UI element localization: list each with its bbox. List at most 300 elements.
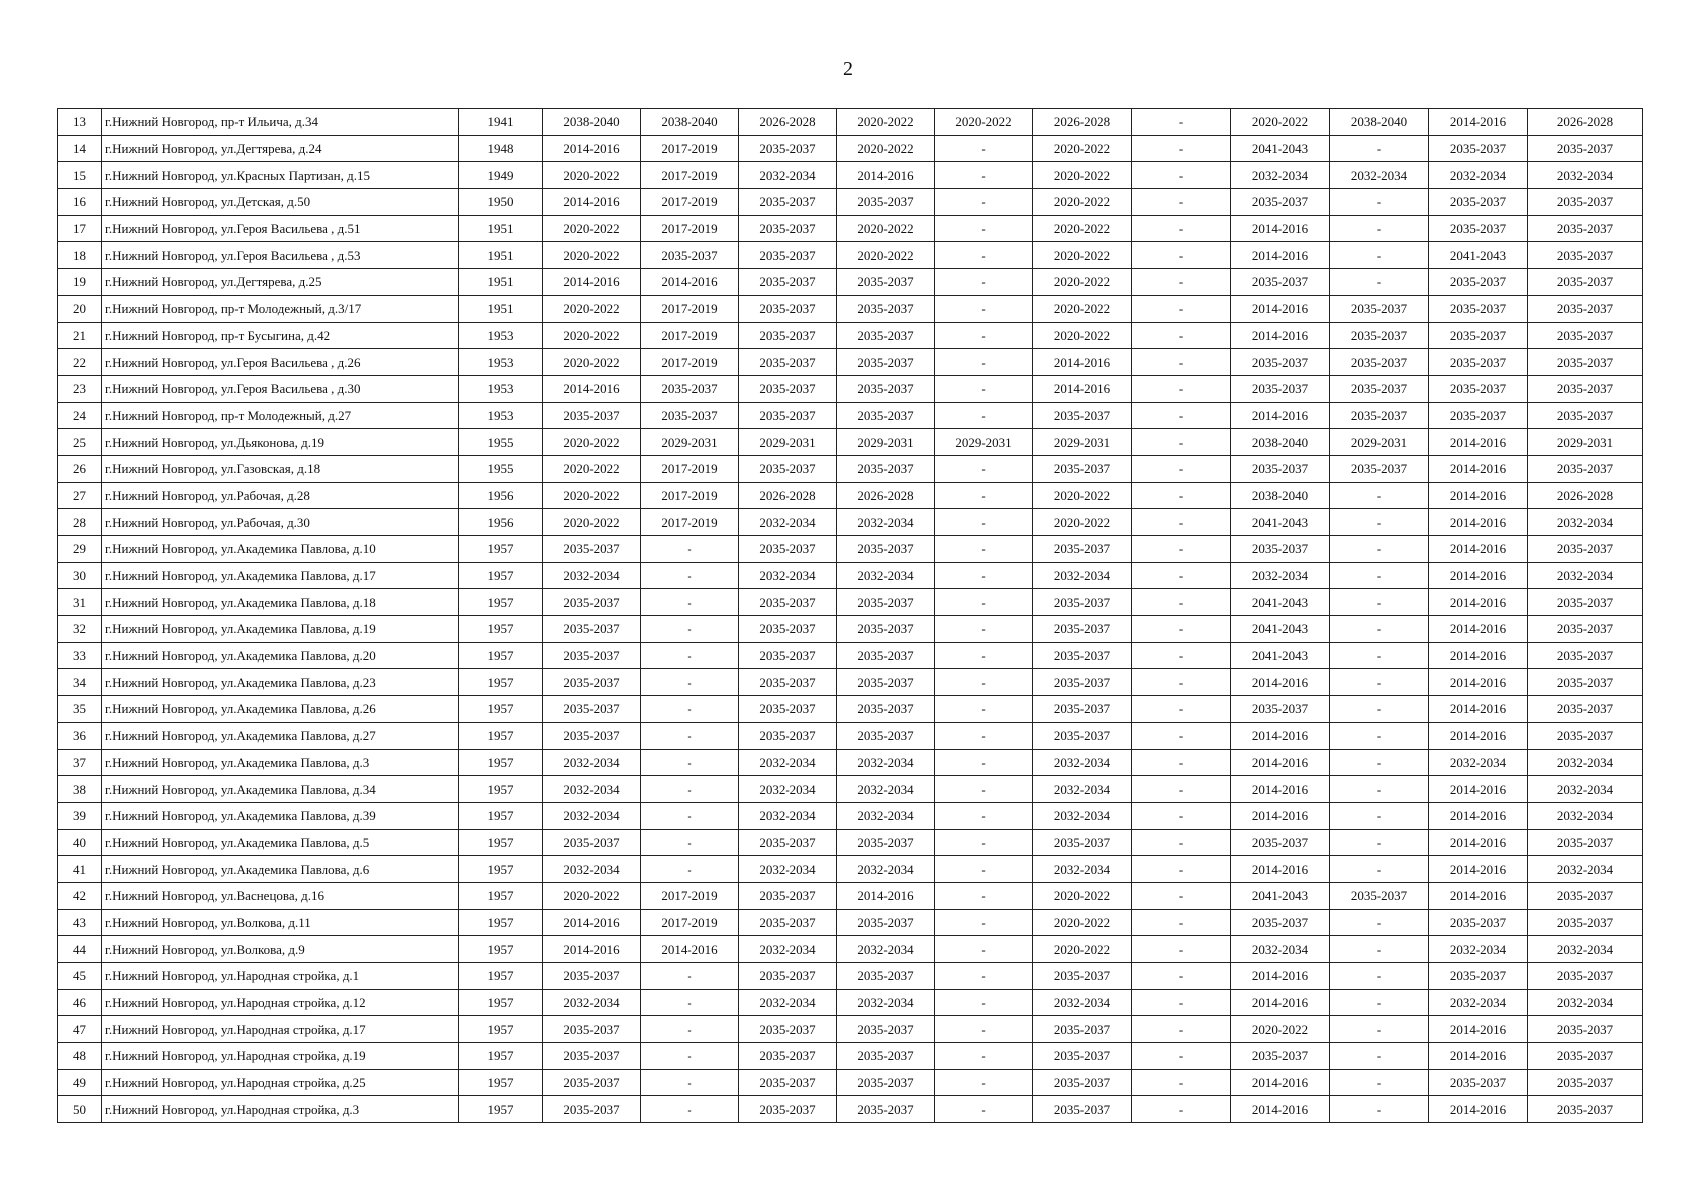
period-cell: - (935, 1043, 1033, 1070)
table-row (58, 536, 1643, 563)
period-cell: 2035-2037 (1033, 536, 1132, 563)
table-row (58, 963, 1643, 990)
period-cell: 2032-2034 (1429, 989, 1528, 1016)
period-cell: 2032-2034 (1231, 562, 1330, 589)
period-cell: 2035-2037 (1528, 135, 1643, 162)
period-cell: - (1132, 776, 1231, 803)
period-cell: 2014-2016 (1429, 776, 1528, 803)
table-row (58, 269, 1643, 296)
period-cell: - (641, 536, 739, 563)
period-cell: 2017-2019 (641, 882, 739, 909)
period-cell: 2032-2034 (837, 749, 935, 776)
period-cell: 2041-2043 (1231, 589, 1330, 616)
period-cell: - (641, 1096, 739, 1123)
period-cell: 2035-2037 (1429, 375, 1528, 402)
period-cell: 2041-2043 (1231, 882, 1330, 909)
period-cell: - (641, 669, 739, 696)
period-cell: - (641, 642, 739, 669)
row-number-cell: 19 (58, 269, 102, 296)
period-cell: 2032-2034 (837, 776, 935, 803)
period-cell: - (935, 989, 1033, 1016)
period-cell: 2026-2028 (739, 482, 837, 509)
period-cell: 2014-2016 (1231, 402, 1330, 429)
period-cell: - (1330, 642, 1429, 669)
table-row (58, 776, 1643, 803)
period-cell: - (1132, 749, 1231, 776)
period-cell: - (1132, 669, 1231, 696)
period-cell: 2035-2037 (837, 616, 935, 643)
row-number-cell: 23 (58, 375, 102, 402)
period-cell: 2035-2037 (739, 402, 837, 429)
period-cell: 2020-2022 (837, 242, 935, 269)
period-cell: 2035-2037 (1033, 589, 1132, 616)
period-cell: - (935, 162, 1033, 189)
period-cell: - (1330, 802, 1429, 829)
period-cell: 2014-2016 (1231, 1096, 1330, 1123)
period-cell: 2014-2016 (1429, 722, 1528, 749)
row-number-cell: 24 (58, 402, 102, 429)
period-cell: - (935, 509, 1033, 536)
period-cell: 2035-2037 (1231, 909, 1330, 936)
period-cell: 2020-2022 (837, 135, 935, 162)
row-number-cell: 31 (58, 589, 102, 616)
address-cell: г.Нижний Новгород, ул.Героя Васильева , д.30 (102, 375, 459, 402)
year-cell: 1957 (459, 589, 543, 616)
period-cell: 2035-2037 (739, 669, 837, 696)
period-cell: - (935, 722, 1033, 749)
period-cell: 2035-2037 (1033, 616, 1132, 643)
period-cell: - (1330, 776, 1429, 803)
year-cell: 1953 (459, 375, 543, 402)
year-cell: 1953 (459, 349, 543, 376)
period-cell: 2014-2016 (837, 162, 935, 189)
row-number-cell: 26 (58, 455, 102, 482)
period-cell: 2014-2016 (543, 189, 641, 216)
period-cell: 2035-2037 (1528, 242, 1643, 269)
period-cell: - (935, 589, 1033, 616)
period-cell: - (1132, 295, 1231, 322)
table-body (58, 109, 1643, 1123)
period-cell: - (641, 696, 739, 723)
period-cell: 2035-2037 (837, 269, 935, 296)
address-cell: г.Нижний Новгород, ул.Красных Партизан, д.15 (102, 162, 459, 189)
table-row (58, 616, 1643, 643)
year-cell: 1957 (459, 1096, 543, 1123)
period-cell: 2017-2019 (641, 349, 739, 376)
row-number-cell: 37 (58, 749, 102, 776)
table-row (58, 162, 1643, 189)
period-cell: - (1132, 829, 1231, 856)
period-cell: 2020-2022 (1033, 242, 1132, 269)
period-cell: 2035-2037 (837, 909, 935, 936)
table-row (58, 375, 1643, 402)
address-cell: г.Нижний Новгород, ул.Народная стройка, д.17 (102, 1016, 459, 1043)
address-cell: г.Нижний Новгород, пр-т Молодежный, д.27 (102, 402, 459, 429)
row-number-cell: 13 (58, 109, 102, 136)
period-cell: 2020-2022 (543, 429, 641, 456)
period-cell: 2020-2022 (1033, 882, 1132, 909)
period-cell: - (1330, 1096, 1429, 1123)
year-cell: 1956 (459, 509, 543, 536)
period-cell: 2020-2022 (1231, 1016, 1330, 1043)
period-cell: 2035-2037 (837, 669, 935, 696)
period-cell: - (1330, 536, 1429, 563)
period-cell: 2035-2037 (1528, 295, 1643, 322)
row-number-cell: 27 (58, 482, 102, 509)
period-cell: 2035-2037 (1330, 402, 1429, 429)
address-cell: г.Нижний Новгород, ул.Волкова, д.9 (102, 936, 459, 963)
row-number-cell: 25 (58, 429, 102, 456)
period-cell: 2035-2037 (1231, 829, 1330, 856)
period-cell: 2020-2022 (1033, 936, 1132, 963)
period-cell: 2035-2037 (739, 455, 837, 482)
period-cell: 2035-2037 (739, 882, 837, 909)
period-cell: 2014-2016 (1231, 295, 1330, 322)
period-cell: 2020-2022 (1033, 909, 1132, 936)
period-cell: 2035-2037 (1330, 455, 1429, 482)
period-cell: 2029-2031 (1528, 429, 1643, 456)
table-row (58, 1096, 1643, 1123)
address-cell: г.Нижний Новгород, ул.Академика Павлова, д.6 (102, 856, 459, 883)
period-cell: - (1330, 189, 1429, 216)
period-cell: 2035-2037 (1330, 322, 1429, 349)
period-cell: - (641, 776, 739, 803)
period-cell: 2014-2016 (1429, 455, 1528, 482)
year-cell: 1957 (459, 829, 543, 856)
table-row (58, 1043, 1643, 1070)
row-number-cell: 30 (58, 562, 102, 589)
period-cell: - (935, 1096, 1033, 1123)
period-cell: 2017-2019 (641, 455, 739, 482)
table-row (58, 562, 1643, 589)
period-cell: 2035-2037 (837, 696, 935, 723)
table-row (58, 909, 1643, 936)
period-cell: 2032-2034 (1033, 776, 1132, 803)
period-cell: 2035-2037 (837, 349, 935, 376)
period-cell: 2014-2016 (1429, 696, 1528, 723)
period-cell: 2035-2037 (1330, 882, 1429, 909)
period-cell: 2017-2019 (641, 909, 739, 936)
period-cell: 2035-2037 (543, 722, 641, 749)
period-cell: 2035-2037 (739, 1016, 837, 1043)
period-cell: 2035-2037 (1528, 455, 1643, 482)
period-cell: 2035-2037 (1528, 322, 1643, 349)
period-cell: - (935, 669, 1033, 696)
period-cell: 2020-2022 (1033, 509, 1132, 536)
row-number-cell: 33 (58, 642, 102, 669)
period-cell: 2038-2040 (1231, 482, 1330, 509)
period-cell: - (641, 1043, 739, 1070)
row-number-cell: 32 (58, 616, 102, 643)
period-cell: 2014-2016 (1231, 963, 1330, 990)
table-row (58, 936, 1643, 963)
period-cell: - (1132, 589, 1231, 616)
period-cell: 2035-2037 (739, 295, 837, 322)
period-cell: 2035-2037 (1231, 349, 1330, 376)
year-cell: 1957 (459, 562, 543, 589)
period-cell: 2014-2016 (1033, 349, 1132, 376)
period-cell: 2035-2037 (1528, 963, 1643, 990)
period-cell: 2014-2016 (1429, 1043, 1528, 1070)
period-cell: - (935, 1016, 1033, 1043)
row-number-cell: 29 (58, 536, 102, 563)
year-cell: 1957 (459, 642, 543, 669)
period-cell: - (935, 295, 1033, 322)
year-cell: 1957 (459, 963, 543, 990)
table-row (58, 642, 1643, 669)
address-cell: г.Нижний Новгород, ул.Академика Павлова, д.23 (102, 669, 459, 696)
address-cell: г.Нижний Новгород, пр-т Молодежный, д.3/17 (102, 295, 459, 322)
year-cell: 1955 (459, 455, 543, 482)
period-cell: 2035-2037 (739, 242, 837, 269)
period-cell: 2017-2019 (641, 482, 739, 509)
period-cell: 2014-2016 (1231, 856, 1330, 883)
period-cell: 2035-2037 (1033, 1043, 1132, 1070)
period-cell: 2035-2037 (1528, 536, 1643, 563)
period-cell: 2041-2043 (1231, 135, 1330, 162)
period-cell: 2035-2037 (1231, 269, 1330, 296)
row-number-cell: 42 (58, 882, 102, 909)
table-row (58, 1069, 1643, 1096)
period-cell: 2035-2037 (1429, 322, 1528, 349)
period-cell: 2029-2031 (837, 429, 935, 456)
period-cell: - (1132, 349, 1231, 376)
period-cell: 2032-2034 (739, 509, 837, 536)
row-number-cell: 16 (58, 189, 102, 216)
table-row (58, 589, 1643, 616)
period-cell: 2035-2037 (739, 696, 837, 723)
period-cell: 2032-2034 (1330, 162, 1429, 189)
period-cell: 2035-2037 (543, 536, 641, 563)
period-cell: 2035-2037 (1033, 963, 1132, 990)
row-number-cell: 44 (58, 936, 102, 963)
period-cell: 2032-2034 (543, 776, 641, 803)
period-cell: 2029-2031 (1330, 429, 1429, 456)
period-cell: 2020-2022 (935, 109, 1033, 136)
year-cell: 1951 (459, 215, 543, 242)
year-cell: 1957 (459, 616, 543, 643)
period-cell: 2035-2037 (1429, 269, 1528, 296)
period-cell: 2014-2016 (1231, 669, 1330, 696)
period-cell: 2035-2037 (837, 1016, 935, 1043)
period-cell: - (935, 882, 1033, 909)
period-cell: 2014-2016 (1429, 509, 1528, 536)
period-cell: 2014-2016 (837, 882, 935, 909)
period-cell: 2035-2037 (543, 829, 641, 856)
period-cell: - (1132, 402, 1231, 429)
period-cell: - (1132, 482, 1231, 509)
period-cell: - (641, 989, 739, 1016)
table-row (58, 802, 1643, 829)
period-cell: - (1132, 936, 1231, 963)
table-row (58, 429, 1643, 456)
row-number-cell: 36 (58, 722, 102, 749)
year-cell: 1957 (459, 669, 543, 696)
period-cell: 2035-2037 (543, 402, 641, 429)
address-cell: г.Нижний Новгород, ул.Академика Павлова, д.17 (102, 562, 459, 589)
period-cell: 2035-2037 (1429, 402, 1528, 429)
period-cell: - (1330, 616, 1429, 643)
period-cell: 2035-2037 (837, 963, 935, 990)
year-cell: 1957 (459, 989, 543, 1016)
period-cell: 2035-2037 (739, 589, 837, 616)
period-cell: - (1132, 562, 1231, 589)
period-cell: - (1132, 429, 1231, 456)
table-row (58, 509, 1643, 536)
period-cell: 2020-2022 (1033, 189, 1132, 216)
row-number-cell: 28 (58, 509, 102, 536)
row-number-cell: 41 (58, 856, 102, 883)
period-cell: 2035-2037 (543, 642, 641, 669)
period-cell: - (935, 776, 1033, 803)
row-number-cell: 50 (58, 1096, 102, 1123)
period-cell: 2032-2034 (1528, 749, 1643, 776)
period-cell: - (1132, 215, 1231, 242)
period-cell: - (641, 1016, 739, 1043)
row-number-cell: 21 (58, 322, 102, 349)
period-cell: 2032-2034 (1231, 936, 1330, 963)
period-cell: - (935, 322, 1033, 349)
period-cell: 2035-2037 (543, 1096, 641, 1123)
table-row (58, 1016, 1643, 1043)
period-cell: - (641, 963, 739, 990)
period-cell: 2020-2022 (543, 349, 641, 376)
year-cell: 1957 (459, 776, 543, 803)
period-cell: 2014-2016 (1231, 242, 1330, 269)
address-cell: г.Нижний Новгород, ул.Народная стройка, д.25 (102, 1069, 459, 1096)
period-cell: 2032-2034 (1429, 936, 1528, 963)
table-row (58, 829, 1643, 856)
period-cell: 2035-2037 (837, 589, 935, 616)
period-cell: 2014-2016 (1231, 215, 1330, 242)
address-cell: г.Нижний Новгород, ул.Академика Павлова, д.27 (102, 722, 459, 749)
period-cell: 2035-2037 (837, 1096, 935, 1123)
period-cell: 2014-2016 (1429, 536, 1528, 563)
row-number-cell: 17 (58, 215, 102, 242)
period-cell: 2032-2034 (543, 562, 641, 589)
period-cell: 2035-2037 (1033, 642, 1132, 669)
period-cell: 2032-2034 (837, 509, 935, 536)
period-cell: 2032-2034 (543, 989, 641, 1016)
period-cell: 2014-2016 (1231, 1069, 1330, 1096)
period-cell: 2014-2016 (1429, 802, 1528, 829)
period-cell: 2032-2034 (1033, 562, 1132, 589)
period-cell: 2032-2034 (1528, 989, 1643, 1016)
address-cell: г.Нижний Новгород, ул.Академика Павлова, д.19 (102, 616, 459, 643)
table-row (58, 402, 1643, 429)
period-cell: - (1330, 215, 1429, 242)
period-cell: - (641, 722, 739, 749)
period-cell: 2032-2034 (1033, 856, 1132, 883)
period-cell: - (935, 909, 1033, 936)
address-cell: г.Нижний Новгород, ул.Героя Васильева , д.53 (102, 242, 459, 269)
period-cell: 2035-2037 (739, 909, 837, 936)
year-cell: 1957 (459, 936, 543, 963)
table-row (58, 696, 1643, 723)
period-cell: 2032-2034 (1033, 989, 1132, 1016)
period-cell: 2017-2019 (641, 189, 739, 216)
period-cell: - (1330, 749, 1429, 776)
row-number-cell: 46 (58, 989, 102, 1016)
address-cell: г.Нижний Новгород, ул.Васнецова, д.16 (102, 882, 459, 909)
row-number-cell: 40 (58, 829, 102, 856)
period-cell: 2029-2031 (1033, 429, 1132, 456)
period-cell: 2035-2037 (837, 455, 935, 482)
period-cell: 2020-2022 (1033, 215, 1132, 242)
address-cell: г.Нижний Новгород, ул.Газовская, д.18 (102, 455, 459, 482)
period-cell: 2032-2034 (1528, 802, 1643, 829)
period-cell: - (935, 135, 1033, 162)
period-cell: 2035-2037 (1528, 722, 1643, 749)
period-cell: 2035-2037 (739, 1096, 837, 1123)
period-cell: 2014-2016 (1429, 829, 1528, 856)
period-cell: 2035-2037 (1033, 455, 1132, 482)
period-cell: 2035-2037 (543, 616, 641, 643)
period-cell: - (935, 269, 1033, 296)
table-row (58, 455, 1643, 482)
period-cell: 2014-2016 (1429, 1096, 1528, 1123)
period-cell: 2032-2034 (1231, 162, 1330, 189)
address-cell: г.Нижний Новгород, ул.Академика Павлова, д.26 (102, 696, 459, 723)
table-row (58, 722, 1643, 749)
row-number-cell: 49 (58, 1069, 102, 1096)
table-row (58, 215, 1643, 242)
period-cell: - (1132, 189, 1231, 216)
period-cell: - (1330, 936, 1429, 963)
period-cell: - (1132, 109, 1231, 136)
period-cell: 2026-2028 (837, 482, 935, 509)
period-cell: 2035-2037 (739, 829, 837, 856)
year-cell: 1957 (459, 722, 543, 749)
row-number-cell: 34 (58, 669, 102, 696)
period-cell: 2038-2040 (1330, 109, 1429, 136)
period-cell: 2029-2031 (935, 429, 1033, 456)
period-cell: 2035-2037 (739, 963, 837, 990)
period-cell: - (1330, 562, 1429, 589)
period-cell: 2020-2022 (543, 509, 641, 536)
period-cell: - (935, 402, 1033, 429)
period-cell: 2035-2037 (837, 829, 935, 856)
period-cell: 2035-2037 (1429, 189, 1528, 216)
period-cell: 2035-2037 (739, 642, 837, 669)
row-number-cell: 35 (58, 696, 102, 723)
period-cell: - (935, 189, 1033, 216)
period-cell: - (1132, 242, 1231, 269)
row-number-cell: 15 (58, 162, 102, 189)
table-row (58, 322, 1643, 349)
period-cell: 2041-2043 (1231, 642, 1330, 669)
period-cell: 2014-2016 (1429, 562, 1528, 589)
period-cell: 2032-2034 (1528, 562, 1643, 589)
period-cell: 2014-2016 (641, 269, 739, 296)
period-cell: - (1132, 802, 1231, 829)
address-cell: г.Нижний Новгород, ул.Народная стройка, д.1 (102, 963, 459, 990)
period-cell: 2035-2037 (739, 722, 837, 749)
address-cell: г.Нижний Новгород, ул.Академика Павлова, д.20 (102, 642, 459, 669)
page-number: 2 (843, 58, 853, 80)
period-cell: 2041-2043 (1231, 616, 1330, 643)
period-cell: 2032-2034 (739, 802, 837, 829)
period-cell: 2020-2022 (837, 109, 935, 136)
period-cell: - (641, 1069, 739, 1096)
period-cell: 2035-2037 (1528, 909, 1643, 936)
year-cell: 1957 (459, 696, 543, 723)
row-number-cell: 45 (58, 963, 102, 990)
period-cell: 2020-2022 (1033, 322, 1132, 349)
address-cell: г.Нижний Новгород, ул.Народная стройка, д.19 (102, 1043, 459, 1070)
period-cell: 2035-2037 (739, 135, 837, 162)
period-cell: 2014-2016 (1429, 642, 1528, 669)
